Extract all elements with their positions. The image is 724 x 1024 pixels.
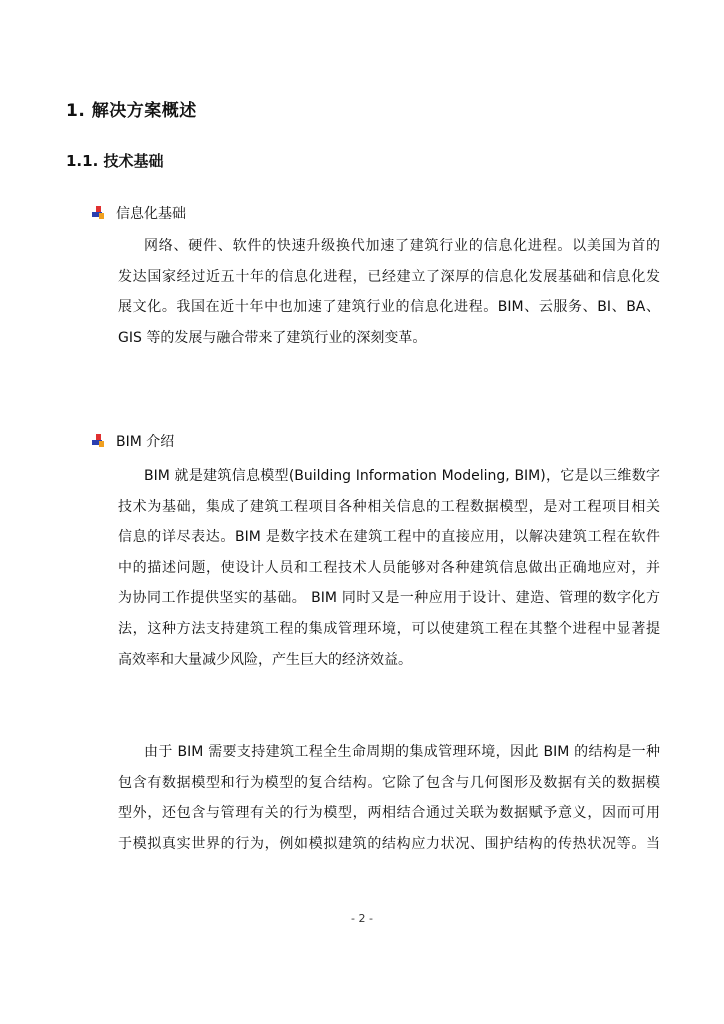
text-line: 网络、硬件、软件的快速升级换代加速了建筑行业的信息化进程。以美国为首的 [144, 238, 660, 254]
text-line: BIM 就是建筑信息模型(Building Information Modeling, BIM)，它是以三维数字 [144, 468, 660, 484]
text-line: 信息的详尽表达。BIM 是数字技术在建筑工程中的直接应用，以解决建筑工程在软件 [118, 529, 660, 546]
text-line: 展文化。我国在近十年中也加速了建筑行业的信息化进程。BIM、云服务、BI、BA、 [118, 299, 660, 316]
paragraph-bim-1 [118, 461, 660, 675]
heading-2: 1.1. 技术基础 [66, 152, 164, 170]
text-line: 型外，还包含与管理有关的行为模型，两相结合通过关联为数据赋予意义，因而可用 [118, 805, 660, 822]
bullet-icon [92, 434, 106, 448]
text-line: 中的描述问题，使设计人员和工程技术人员能够对各种建筑信息做出正确地应对，并 [118, 559, 660, 576]
text-line: GIS 等的发展与融合带来了建筑行业的深刻变革。 [118, 329, 427, 346]
text-line: 于模拟真实世界的行为，例如模拟建筑的结构应力状况、围护结构的传热状况等。当 [118, 835, 660, 852]
text-line: 发达国家经过近五十年的信息化进程，已经建立了深厚的信息化发展基础和信息化发 [118, 268, 660, 285]
heading-1: 1. 解决方案概述 [66, 101, 197, 121]
text-line: 包含有数据模型和行为模型的复合结构。它除了包含与几何图形及数据有关的数据模 [118, 774, 660, 791]
bullet-item-info [92, 203, 186, 223]
bullet-label: 信息化基础 [116, 206, 186, 222]
paragraph-info [118, 231, 660, 353]
text-line: 法，这种方法支持建筑工程的集成管理环境，可以使建筑工程在其整个进程中显著提 [118, 620, 660, 637]
bullet-item-bim [92, 431, 174, 451]
page-number: - 2 - [351, 912, 373, 925]
text-line: 由于 BIM 需要支持建筑工程全生命周期的集成管理环境，因此 BIM 的结构是一种 [144, 744, 660, 760]
text-line: 高效率和大量减少风险，产生巨大的经济效益。 [118, 651, 412, 668]
bullet-label: BIM 介绍 [116, 434, 175, 450]
paragraph-bim-2 [118, 737, 660, 859]
text-line: 为协同工作提供坚实的基础。 BIM 同时又是一种应用于设计、建造、管理的数字化方 [118, 590, 660, 607]
text-line: 技术为基础，集成了建筑工程项目各种相关信息的工程数据模型，是对工程项目相关 [118, 498, 660, 515]
bullet-icon [92, 206, 106, 220]
